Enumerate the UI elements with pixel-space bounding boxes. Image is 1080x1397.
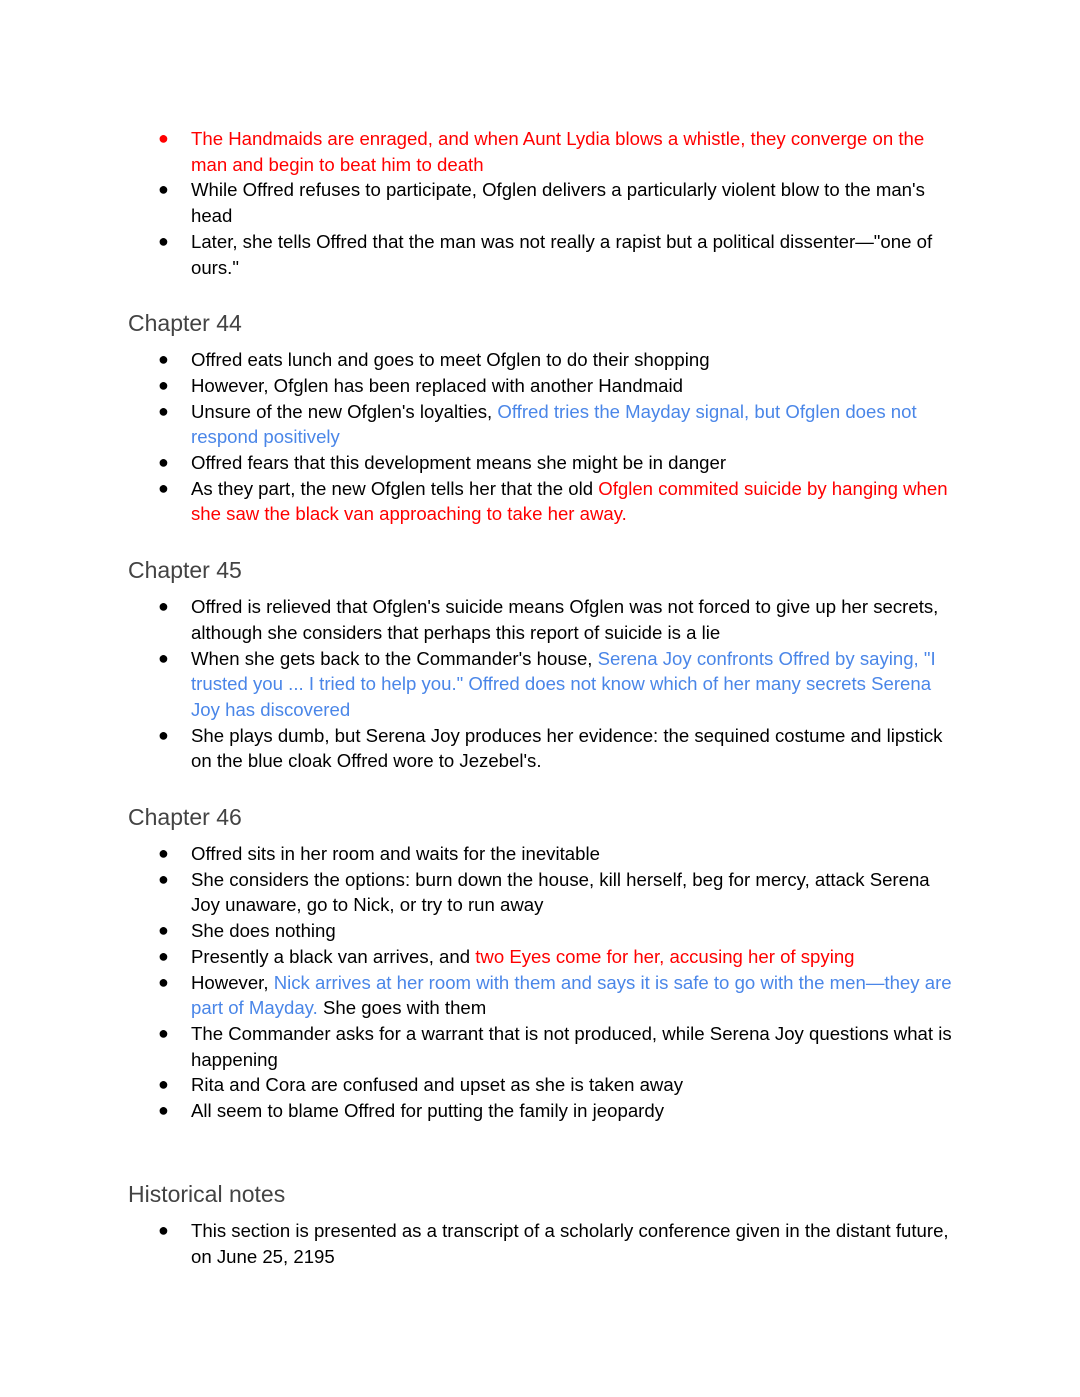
bullet-icon: ● (158, 1074, 169, 1095)
highlighted-text-red: The Handmaids are enraged, and when Aunt Lydia blows a whistle, they converge on the man and begin to beat him to death (191, 128, 925, 175)
text-segment: However, Ofglen has been replaced with another Handmaid (191, 374, 683, 396)
list-item (128, 399, 958, 450)
section (128, 555, 958, 774)
bullet-list (128, 841, 958, 1124)
section (128, 1179, 958, 1269)
bullet-icon: ● (158, 1022, 169, 1043)
text-segment: She does nothing (191, 920, 336, 942)
bullet-icon: ● (158, 230, 169, 251)
text-segment: Later, she tells Offred that the man was not really a rapist but a political dissenter—"one of ours." (191, 230, 933, 278)
list-item (128, 347, 958, 373)
section (128, 308, 958, 527)
bullet-list (128, 594, 958, 774)
text-segment: She plays dumb, but Serena Joy produces her evidence: the sequined costume and lipstick on the blue cloak Offred wore to Jezebel's. (191, 724, 943, 772)
text-segment: Offred eats lunch and goes to meet Ofglen to do their shopping (191, 349, 710, 371)
list-item (128, 1098, 958, 1124)
list-item (128, 918, 958, 944)
list-item (128, 970, 958, 1021)
bullet-list (128, 347, 958, 527)
highlighted-text-blue: Serena Joy confronts Offred by saying, "I trusted you ... I tried to help you." Offred does not know which of her many secrets Serena Joy has discovered (191, 647, 936, 720)
text-segment: Offred sits in her room and waits for the inevitable (191, 843, 600, 865)
bullet-icon: ● (158, 400, 169, 421)
text-segment: When she gets back to the Commander's house, (191, 647, 598, 669)
bullet-icon: ● (158, 179, 169, 200)
list-item (128, 450, 958, 476)
document-body (128, 126, 958, 1269)
text-segment: Offred is relieved that Ofglen's suicide means Ofglen was not forced to give up her secrets, although she considers that perhaps this report of suicide is a lie (191, 596, 939, 643)
bullet-icon: ● (158, 128, 169, 148)
bullet-icon: ● (158, 647, 169, 668)
list-item (128, 1218, 958, 1269)
section-heading: Historical notes (128, 1180, 286, 1207)
list-item (128, 841, 958, 867)
bullet-icon: ● (158, 452, 169, 473)
highlighted-text-red: two Eyes come for her, accusing her of spying (475, 945, 855, 967)
list-item (128, 1021, 958, 1072)
section (128, 126, 958, 280)
list-item (128, 177, 958, 228)
text-segment: Unsure of the new Ofglen's loyalties, (191, 400, 498, 422)
section-heading: Chapter 46 (128, 804, 242, 831)
section-heading: Chapter 45 (128, 557, 242, 584)
bullet-icon: ● (158, 374, 169, 395)
list-item (128, 229, 958, 280)
list-item (128, 944, 958, 970)
highlighted-text-blue: Offred tries the Mayday signal, but Ofglen does not respond positively (191, 400, 917, 448)
list-item (128, 126, 958, 177)
text-segment: Rita and Cora are confused and upset as she is taken away (191, 1074, 683, 1096)
list-item (128, 476, 958, 527)
bullet-list (128, 1218, 958, 1269)
bullet-icon: ● (158, 477, 169, 498)
bullet-icon: ● (158, 945, 169, 966)
text-segment: All seem to blame Offred for putting the family in jeopardy (191, 1100, 664, 1122)
bullet-icon: ● (158, 596, 169, 617)
bullet-list (128, 126, 958, 280)
list-item (128, 594, 958, 645)
section-heading: Chapter 44 (128, 310, 242, 337)
text-segment: This section is presented as a transcript of a scholarly conference given in the distant future, on June 25, 2195 (191, 1219, 949, 1267)
text-segment: Offred fears that this development means she might be in danger (191, 452, 727, 474)
list-item (128, 867, 958, 918)
text-segment: However, (191, 971, 274, 993)
text-segment: The Commander asks for a warrant that is not produced, while Serena Joy questions what is happening (191, 1022, 952, 1070)
list-item (128, 373, 958, 399)
bullet-icon: ● (158, 1100, 169, 1121)
bullet-icon: ● (158, 971, 169, 992)
highlighted-text-blue: Nick arrives at her room with them and says it is safe to go with the men—they are part of Mayday. (191, 971, 952, 1019)
text-segment: She considers the options: burn down the house, kill herself, beg for mercy, attack Serena Joy unaware, go to Nick, or try to run away (191, 868, 930, 916)
text-segment: She goes with them (317, 997, 487, 1019)
bullet-icon: ● (158, 724, 169, 745)
section (128, 802, 958, 1124)
bullet-icon: ● (158, 920, 169, 941)
list-item (128, 646, 958, 723)
bullet-icon: ● (158, 868, 169, 889)
list-item (128, 1072, 958, 1098)
list-item (128, 723, 958, 774)
text-segment: As they part, the new Ofglen tells her that the old (191, 477, 599, 499)
highlighted-text-red: Ofglen commited suicide by hanging when she saw the black van approaching to take her away. (191, 477, 948, 525)
bullet-icon: ● (158, 843, 169, 864)
bullet-icon: ● (158, 1219, 169, 1240)
bullet-icon: ● (158, 349, 169, 370)
text-segment: Presently a black van arrives, and (191, 945, 476, 967)
text-segment: While Offred refuses to participate, Ofglen delivers a particularly violent blow to the man's head (191, 179, 925, 227)
